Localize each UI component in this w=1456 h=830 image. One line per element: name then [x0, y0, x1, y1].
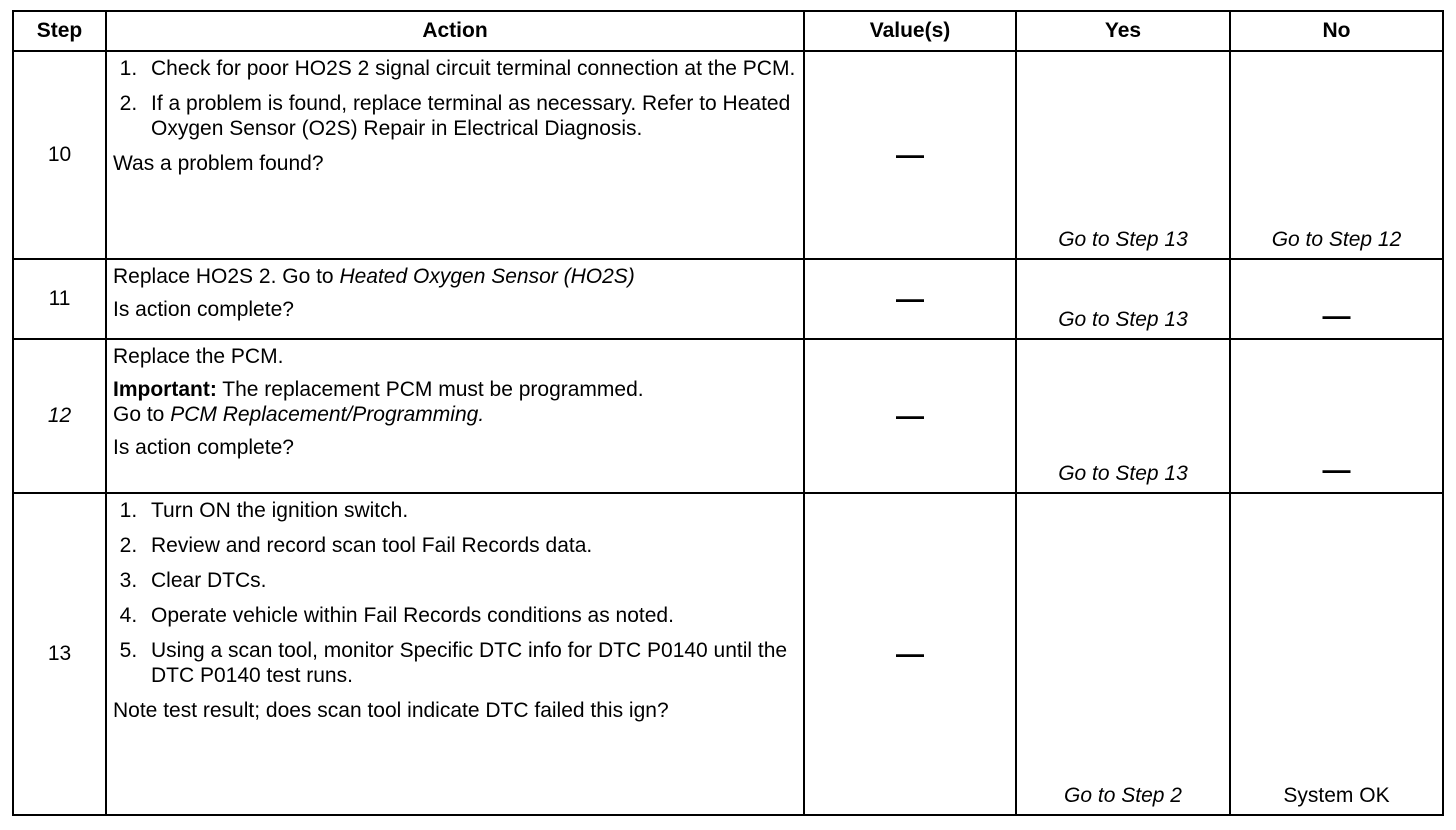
action-item: 5. Using a scan tool, monitor Specific DTC info for DTC P0140 until the DTC P0140 test runs.	[143, 638, 797, 688]
yes-cell: Go to Step 13	[1016, 339, 1230, 493]
action-list	[113, 56, 797, 141]
value-cell: —	[804, 259, 1016, 339]
action-cell	[106, 259, 804, 339]
step-number: 11	[13, 259, 106, 339]
header-values: Value(s)	[804, 11, 1016, 51]
table-row	[13, 339, 1443, 493]
yes-cell: Go to Step 13	[1016, 259, 1230, 339]
action-item: 3. Clear DTCs.	[143, 568, 797, 593]
goto-link-text: PCM Replacement/Programming.	[170, 403, 485, 426]
action-text: Replace HO2S 2. Go to	[113, 265, 340, 288]
action-item: 1. Check for poor HO2S 2 signal circuit terminal connection at the PCM.	[143, 56, 797, 81]
action-link-text: Heated Oxygen Sensor (HO2S)	[339, 265, 635, 288]
step-number: 13	[13, 493, 106, 815]
action-item: 2. If a problem is found, replace terminal as necessary. Refer to Heated Oxygen Sensor (O2S) Repair in Electrical Diagnosis.	[143, 91, 797, 141]
no-cell: System OK	[1230, 493, 1443, 815]
table-row	[13, 493, 1443, 815]
table-row	[13, 51, 1443, 259]
action-question: Was a problem found?	[113, 152, 324, 175]
header-no: No	[1230, 11, 1443, 51]
no-cell: —	[1230, 339, 1443, 493]
action-question: Is action complete?	[113, 298, 294, 321]
no-cell: —	[1230, 259, 1443, 339]
action-cell	[106, 493, 804, 815]
action-text: Replace the PCM.	[113, 345, 284, 368]
important-text: The replacement PCM must be programmed.	[216, 378, 644, 401]
yes-cell: Go to Step 13	[1016, 51, 1230, 259]
header-row	[13, 11, 1443, 51]
action-list	[113, 498, 797, 688]
action-cell	[106, 51, 804, 259]
step-number: 10	[13, 51, 106, 259]
yes-cell: Go to Step 2	[1016, 493, 1230, 815]
diagnostic-table	[12, 10, 1444, 816]
step-number: 12	[13, 339, 106, 493]
action-cell	[106, 339, 804, 493]
important-label: Important:	[113, 378, 217, 401]
value-cell: —	[804, 339, 1016, 493]
value-cell: —	[804, 493, 1016, 815]
no-cell: Go to Step 12	[1230, 51, 1443, 259]
action-question: Note test result; does scan tool indicate DTC failed this ign?	[113, 699, 669, 722]
action-item: 1. Turn ON the ignition switch.	[143, 498, 797, 523]
value-cell: —	[804, 51, 1016, 259]
header-action: Action	[106, 11, 804, 51]
action-item: 4. Operate vehicle within Fail Records conditions as noted.	[143, 603, 797, 628]
action-item: 2. Review and record scan tool Fail Records data.	[143, 533, 797, 558]
goto-text: Go to	[113, 403, 171, 426]
action-question: Is action complete?	[113, 436, 294, 459]
table-row	[13, 259, 1443, 339]
header-yes: Yes	[1016, 11, 1230, 51]
header-step: Step	[13, 11, 106, 51]
